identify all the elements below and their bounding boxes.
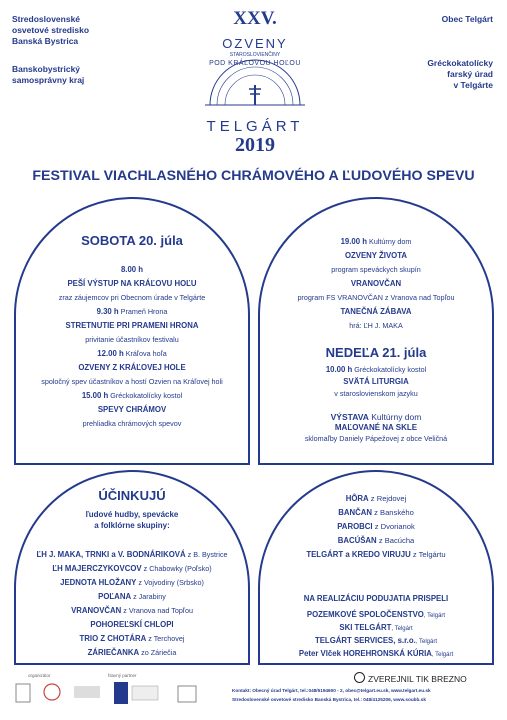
- exhibit-desc: sklomaľby Daniely Pápežovej z obce Veličná: [304, 434, 448, 443]
- line-bold-part: SPEVY CHRÁMOV: [97, 405, 167, 414]
- perf-right-line: [260, 494, 492, 504]
- logo-subtitle-small: STAROSLOVIENČINY: [229, 52, 281, 58]
- line-bold-part: OZVENY Z KRÁĽOVEJ HOLE: [78, 363, 186, 372]
- sun-lines-line: [260, 365, 492, 375]
- line-bold-part: 12.00 h: [97, 349, 124, 358]
- line-bold-part: ĽH MAJERCZYKOVCOV: [52, 564, 142, 573]
- line-bold-part: BANČAN: [338, 508, 372, 517]
- performers-sub-1: ľudové hudby, spevácke: [85, 510, 179, 519]
- evening-sunday-panel: [258, 197, 494, 465]
- partner-logos-graphic: [14, 680, 204, 710]
- line-bold-part: 9.30 h: [96, 307, 119, 316]
- festival-year: 2019: [235, 134, 275, 156]
- line-bold-part: TELGÁRT a KREDO VIRUJU: [306, 550, 411, 559]
- sat-lines-line: [16, 377, 248, 387]
- groups-sponsors-panel: [258, 470, 494, 665]
- contact-line-2: Stredoslovenské osvetové stredisko Banská Bystrica, tel.: 048/4125206, www.soubb.sk: [232, 697, 426, 702]
- eve-lines-line: [260, 307, 492, 317]
- line-regular-part: z B. Bystrice: [185, 550, 228, 559]
- sat-lines-line: [16, 405, 248, 415]
- perf-left-line: [16, 648, 248, 658]
- line-regular-part: program FS VRANOVČAN z Vranova nad Topľou: [297, 293, 455, 302]
- footer-logos: [14, 680, 204, 710]
- line-bold-part: 8.00 h: [120, 265, 144, 274]
- line-bold-part: PAROBCI: [337, 522, 373, 531]
- sponsors-heading: NA REALIZÁCIU PODUJATIA PRISPELI: [303, 594, 449, 603]
- perf-left-line: [16, 592, 248, 602]
- line-regular-part: Kultúrny dom: [367, 237, 412, 246]
- eve-lines-line: [260, 265, 492, 275]
- perf-left-line: [16, 578, 248, 588]
- sponsors-line: [260, 649, 492, 660]
- eve-lines-line: [260, 251, 492, 261]
- festival-logo: [185, 30, 325, 120]
- performers-heading: ÚČINKUJÚ: [98, 488, 166, 503]
- organizer-label: organizátor: [28, 673, 51, 678]
- eve-lines-line: [260, 321, 492, 331]
- perf-left-line: [16, 564, 248, 574]
- line-bold-part: PEŠÍ VÝSTUP NA KRÁĽOVU HOĽU: [67, 279, 197, 288]
- perf-right-line: [260, 522, 492, 532]
- festival-title: FESTIVAL VIACHLASNÉHO CHRÁMOVÉHO A ĽUDOVÉHO SPEVU: [32, 168, 475, 184]
- line-regular-part: prehliadka chrámových spevov: [82, 419, 182, 428]
- sat-lines-line: [16, 321, 248, 331]
- publisher-badge: ZVEREJNIL TIK BREZNO: [354, 672, 467, 684]
- line-bold-part: TANEČNÁ ZÁBAVA: [340, 307, 412, 316]
- sat-lines-line: [16, 279, 248, 289]
- contact-line-1: Kontakt: Obecný úrad Telgárt, tel.:048/6194600 - 2, obec@telgart.eu.sk, www.telgart.eu.sk: [232, 688, 431, 693]
- publisher-icon: [354, 672, 365, 683]
- perf-left-line: [16, 606, 248, 616]
- perf-left-line: [16, 620, 248, 630]
- line-regular-part: z Dvorianok: [372, 522, 415, 531]
- funding-label: hlavný partner: [108, 673, 137, 678]
- line-regular-part: z Vranova nad Topľou: [121, 606, 193, 615]
- sat-lines-line: [16, 307, 248, 317]
- perf-right-line: [260, 550, 492, 560]
- line-bold-part: ZÁRIEČANKA: [87, 648, 140, 657]
- perf-left-line: [16, 634, 248, 644]
- line-bold-part: 19.00 h: [340, 237, 368, 246]
- sat-lines-line: [16, 391, 248, 401]
- line-regular-part: Gréckokatolícky kostol: [108, 391, 183, 400]
- place-name: TELGÁRT: [206, 118, 304, 135]
- line-regular-part: privitanie účastníkov festivalu: [85, 335, 179, 344]
- line-bold-part: SVÄTÁ LITURGIA: [343, 377, 409, 386]
- exhibit-line: VÝSTAVA Kultúrny dom: [330, 412, 422, 422]
- sat-lines-line: [16, 293, 248, 303]
- line-regular-part: program speváckych skupín: [331, 265, 421, 274]
- sun-lines-line: [260, 389, 492, 399]
- organizer-right-bottom: Gréckokatolícky farský úrad v Telgárte: [427, 58, 493, 90]
- line-bold-part: 10.00 h: [325, 365, 353, 374]
- logo-arc-text: POD KRÁĽOVOU HOĽOU: [209, 60, 301, 67]
- organizer-right-top: Obec Telgárt: [441, 14, 493, 24]
- line-bold-part: POĽANA: [98, 592, 132, 601]
- sat-lines-line: [16, 419, 248, 429]
- line-bold-part: BACÚŠAN: [337, 536, 377, 545]
- line-regular-part: spoločný spev účastníkov a hostí Ozvien na Kráľovej holi: [41, 377, 223, 386]
- edition-numeral: XXV.: [233, 8, 277, 29]
- line-regular-part: Kráľova hoľa: [123, 349, 167, 358]
- line-regular-part: v staroslovienskom jazyku: [334, 389, 418, 398]
- eve-lines-line: [260, 293, 492, 303]
- line-regular-part: z Banského: [372, 508, 414, 517]
- line-regular-part: z Bacúcha: [376, 536, 415, 545]
- eve-lines-line: [260, 279, 492, 289]
- performers-sub-2: a folklórne skupiny:: [94, 521, 170, 530]
- line-regular-part: , Telgárt: [415, 639, 438, 645]
- organizer-left-top: Stredoslovenské osvetové stredisko Banská Bystrica: [12, 14, 90, 46]
- line-regular-part: z Chabowky (Poľsko): [141, 564, 212, 573]
- line-regular-part: z Telgártu: [410, 550, 446, 559]
- line-bold-part: Peter Vlček HOREHRONSKÁ KÚRIA: [298, 649, 432, 658]
- sunday-heading: NEDEĽA 21. júla: [325, 345, 427, 360]
- line-bold-part: TRIO Z CHOTÁRA: [79, 634, 147, 643]
- line-regular-part: z Jarabiny: [131, 592, 166, 601]
- line-bold-part: VRANOVČAN: [71, 606, 122, 615]
- line-regular-part: zo Záriečia: [139, 648, 177, 657]
- line-bold-part: OZVENY ŽIVOTA: [344, 251, 408, 260]
- line-bold-part: POHOREĽSKÍ CHLOPI: [90, 620, 174, 629]
- line-regular-part: , Telgárt: [423, 613, 446, 619]
- line-bold-part: HÔRA: [345, 494, 369, 503]
- line-bold-part: JEDNOTA HLOŽANY: [60, 578, 137, 587]
- line-bold-part: TELGÁRT SERVICES, s.r.o.: [314, 636, 416, 645]
- line-bold-part: SKI TELGÁRT: [339, 623, 392, 632]
- organizer-left-bottom: Banskobystrický samosprávny kraj: [12, 64, 85, 85]
- line-regular-part: Gréckokatolícky kostol: [352, 365, 427, 374]
- line-regular-part: z Terchovej: [146, 634, 185, 643]
- saturday-panel: [14, 197, 250, 465]
- line-regular-part: zraz záujemcov pri Obecnom úrade v Telgárte: [58, 293, 206, 302]
- perf-right-line: [260, 508, 492, 518]
- performers-panel: [14, 470, 250, 665]
- line-bold-part: ĽH J. MAKA, TRNKI a V. BODNÁRIKOVÁ: [36, 550, 186, 559]
- sponsors-line: [260, 636, 492, 647]
- sat-lines-line: [16, 349, 248, 359]
- line-bold-part: STRETNUTIE PRI PRAMENI HRONA: [65, 321, 199, 330]
- line-regular-part: , Telgárt: [431, 652, 454, 658]
- line-regular-part: Prameň Hrona: [118, 307, 168, 316]
- line-regular-part: z Vojvodiny (Srbsko): [136, 578, 204, 587]
- sat-lines-line: [16, 363, 248, 373]
- sponsors-line: [260, 623, 492, 634]
- logo-title: OZVENY: [222, 36, 288, 51]
- line-regular-part: , Telgárt: [391, 626, 413, 632]
- perf-left-line: [16, 550, 248, 560]
- sponsors-line: [260, 610, 492, 621]
- line-regular-part: z Rejdovej: [368, 494, 407, 503]
- exhibit-title: MAĽOVANÉ NA SKLE: [334, 423, 418, 432]
- sat-lines-line: [16, 335, 248, 345]
- line-regular-part: hrá: ĽH J. MAKA: [349, 321, 403, 330]
- sun-lines-line: [260, 377, 492, 387]
- saturday-heading: SOBOTA 20. júla: [81, 233, 183, 248]
- perf-right-line: [260, 536, 492, 546]
- sat-lines-line: [16, 265, 248, 275]
- eve-lines-line: [260, 237, 492, 247]
- line-bold-part: VRANOVČAN: [350, 279, 402, 288]
- line-bold-part: POZEMKOVÉ SPOLOČENSTVO: [306, 610, 424, 619]
- line-bold-part: 15.00 h: [81, 391, 109, 400]
